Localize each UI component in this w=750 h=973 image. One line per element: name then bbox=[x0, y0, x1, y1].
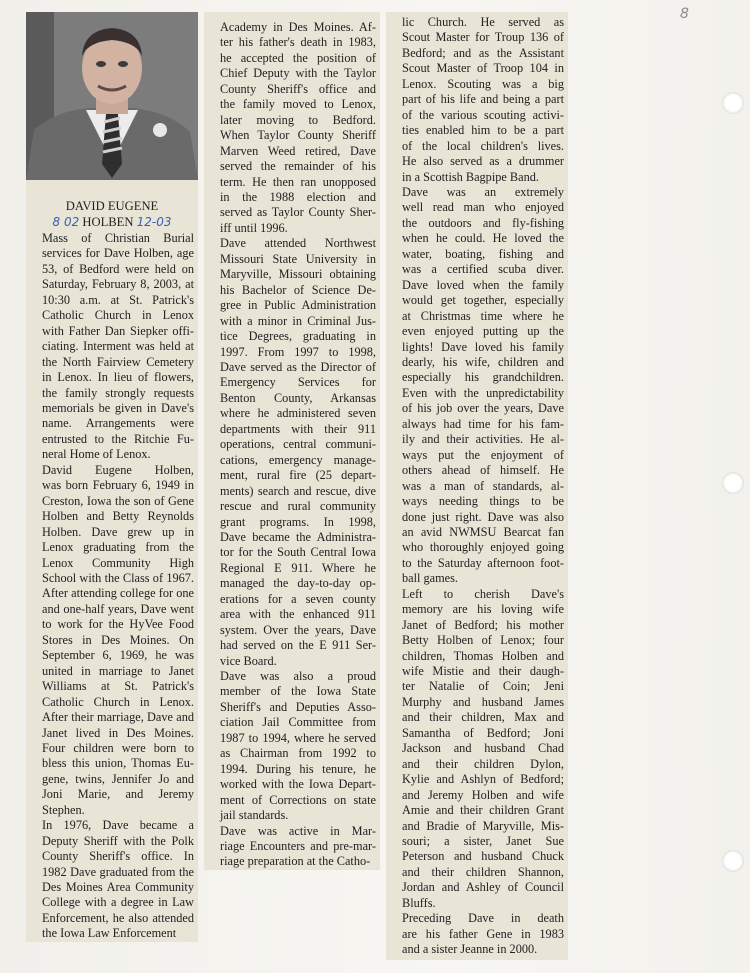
text-line: ment of Corrections on state bbox=[220, 792, 376, 807]
text-line: the North Fairview Cemetery bbox=[42, 354, 194, 369]
text-line: 10:30 a.m. at St. Patrick's bbox=[42, 292, 194, 307]
binder-hole-top bbox=[722, 92, 744, 114]
paragraph bbox=[26, 231, 198, 463]
clipping-column-2 bbox=[204, 12, 380, 870]
paragraph bbox=[204, 824, 380, 870]
binder-hole-bottom bbox=[722, 850, 744, 872]
text-line: others ahead of himself. He bbox=[402, 463, 564, 478]
text-line: worked with the Iowa Depart- bbox=[220, 777, 376, 792]
text-line: Dave became the Administra- bbox=[220, 529, 376, 544]
text-line: Creston, Iowa the son of Gene bbox=[42, 493, 194, 508]
text-line: the family moved to Lenox, bbox=[220, 97, 376, 112]
corner-handwritten-mark: 8 bbox=[680, 6, 689, 22]
deceased-name-line-2 bbox=[26, 214, 198, 230]
text-line: grant programs. In 1998, bbox=[220, 514, 376, 529]
text-line: School with the Class of 1967. bbox=[42, 570, 194, 585]
text-line: wife Mistie and their daugh- bbox=[402, 664, 564, 679]
text-line: Stephen. bbox=[42, 802, 85, 817]
portrait-illustration bbox=[26, 12, 198, 180]
text-line: entrusted to the Ritchie Fu- bbox=[42, 431, 194, 446]
text-line: and their children Dylon, bbox=[402, 756, 564, 771]
text-line: Peterson and husband Chuck bbox=[402, 849, 564, 864]
text-line: united in marriage to Janet bbox=[42, 663, 194, 678]
text-line: are his father Gene in 1983 bbox=[402, 926, 564, 941]
text-line: Joni Marie, and Jeremy bbox=[42, 787, 194, 802]
text-line: Sheriff's and Deputies Asso- bbox=[220, 699, 376, 714]
text-line: of his job over the years, Dave bbox=[402, 401, 564, 416]
text-line: Catholic Church in Lenox. bbox=[42, 694, 194, 709]
text-line: Jordan and Ashley of Council bbox=[402, 880, 564, 895]
text-line: Samantha of Bedford; Joni bbox=[402, 725, 564, 740]
text-line: Scout Master of Troop 104 in bbox=[402, 61, 564, 76]
text-line: tice Degrees, graduating in bbox=[220, 329, 376, 344]
text-line: Marven Weed retired, Dave bbox=[220, 143, 376, 158]
text-line: Chief Deputy with the Taylor bbox=[220, 66, 376, 81]
text-line: 1987 to 1994, where he served bbox=[220, 730, 376, 745]
text-line: Janet of Bedford; his mother bbox=[402, 617, 564, 632]
text-line: ter his father's death in 1983, bbox=[220, 35, 376, 50]
text-line: College with a degree in Law bbox=[42, 895, 194, 910]
text-line: who thoroughly enjoyed going bbox=[402, 540, 564, 555]
paragraph bbox=[386, 587, 568, 912]
text-line: memory are his loving wife bbox=[402, 602, 564, 617]
text-line: Stores in Des Moines. On bbox=[42, 632, 194, 647]
text-line: Maryville, Missouri obtaining bbox=[220, 267, 376, 282]
text-line: ciating. Interment was held at bbox=[42, 339, 194, 354]
text-line: served the remainder of his bbox=[220, 159, 376, 174]
text-line: Four children were born to bbox=[42, 740, 194, 755]
text-line: neral Home of Lenox. bbox=[42, 447, 151, 462]
text-line: After their marriage, Dave and bbox=[42, 710, 194, 725]
text-line: Deputy Sheriff with the Polk bbox=[42, 833, 194, 848]
text-line: Betty Holben of Lenox; four bbox=[402, 633, 564, 648]
text-line: ball games. bbox=[402, 571, 459, 586]
text-line: 1994. During his tenure, he bbox=[220, 761, 376, 776]
text-line: Saturday, February 8, 2003, at bbox=[42, 277, 194, 292]
text-line: part of his life and being a part bbox=[402, 92, 564, 107]
text-line: David Eugene Holben, bbox=[42, 462, 194, 477]
text-line: where he administered seven bbox=[220, 406, 376, 421]
text-line: ment, rural fire (25 depart- bbox=[220, 468, 376, 483]
text-line: even enjoyed putting up the bbox=[402, 324, 564, 339]
text-line: gene, twins, Jennifer Jo and bbox=[42, 771, 194, 786]
clipping-column-3 bbox=[386, 12, 568, 960]
text-line: Regional E 911. Where he bbox=[220, 560, 376, 575]
text-line: served as Taylor County Sher- bbox=[220, 205, 376, 220]
column-2-text bbox=[204, 12, 380, 870]
handwritten-annotation-right: 12-03 bbox=[136, 215, 172, 229]
text-line: with Father Dan Siepker offi- bbox=[42, 323, 194, 338]
text-line: area with the enhanced 911 bbox=[220, 607, 376, 622]
text-line: Scout Master for Troup 136 of bbox=[402, 30, 564, 45]
text-line: lights! Dave loved his family bbox=[402, 339, 564, 354]
text-line: Williams at St. Patrick's bbox=[42, 679, 194, 694]
text-line: was born February 6, 1949 in bbox=[42, 478, 194, 493]
text-line: later moving to Bedford. bbox=[220, 112, 376, 127]
text-line: always had time for his fam- bbox=[402, 416, 564, 431]
text-line: Kylie and Ashlyn of Bedford; bbox=[402, 772, 564, 787]
text-line: 1982 Dave graduated from the bbox=[42, 864, 194, 879]
text-line: especially his grandchildren. bbox=[402, 370, 564, 385]
text-line: Preceding Dave in death bbox=[402, 911, 564, 926]
text-line: ily and their activities. He al- bbox=[402, 432, 564, 447]
text-line: and Bradie of Maryville, Mis- bbox=[402, 818, 564, 833]
text-line: Dave loved when the family bbox=[402, 277, 564, 292]
text-line: water, boating, fishing and bbox=[402, 246, 564, 261]
text-line: He also served as a drummer bbox=[402, 154, 564, 169]
text-line: Amie and their children Grant bbox=[402, 803, 564, 818]
text-line: the outdoors and fly-fishing bbox=[402, 215, 564, 230]
text-line: well read man who enjoyed bbox=[402, 200, 564, 215]
text-line: of the various scouting activi- bbox=[402, 107, 564, 122]
text-line: Dave was active in Mar- bbox=[220, 823, 376, 838]
paragraph bbox=[386, 185, 568, 587]
text-line: Dave was also a proud bbox=[220, 669, 376, 684]
text-line: in the 1988 election and bbox=[220, 189, 376, 204]
text-line: 1997. From 1997 to 1998, bbox=[220, 344, 376, 359]
text-line: services for Dave Holben, age bbox=[42, 246, 194, 261]
text-line: he accepted the position of bbox=[220, 50, 376, 65]
text-line: When Taylor County Sheriff bbox=[220, 128, 376, 143]
text-line: Holben and Betty Reynolds bbox=[42, 509, 194, 524]
text-line: Academy in Des Moines. Af- bbox=[220, 20, 376, 34]
text-line: vice Board. bbox=[220, 653, 277, 668]
text-line: Jackson and husband Chad bbox=[402, 741, 564, 756]
text-line: his Bachelor of Science De- bbox=[220, 282, 376, 297]
text-line: riage Encounters and pre-mar- bbox=[220, 839, 376, 854]
text-line: name. Arrangements were bbox=[42, 416, 194, 431]
text-line: term. He then ran unopposed bbox=[220, 174, 376, 189]
text-line: lic Church. He served as bbox=[402, 15, 564, 29]
text-line: iff until 1996. bbox=[220, 220, 288, 235]
text-line: gree in Public Administration bbox=[220, 298, 376, 313]
text-line: souri; a sister, Janet Sue bbox=[402, 834, 564, 849]
text-line: the family strongly requests bbox=[42, 385, 194, 400]
text-line: Dave attended Northwest bbox=[220, 236, 376, 251]
text-line: cations, emergency manage- bbox=[220, 452, 376, 467]
text-line: Lenox graduating from the bbox=[42, 540, 194, 555]
text-line: of the local children's lives. bbox=[402, 138, 564, 153]
text-line: done just right. Dave was also bbox=[402, 509, 564, 524]
text-line: Left to cherish Dave's bbox=[402, 586, 564, 601]
handwritten-annotation-left: 8 02 bbox=[52, 215, 80, 229]
text-line: was a man of standards, al- bbox=[402, 478, 564, 493]
text-line: In 1976, Dave became a bbox=[42, 818, 194, 833]
text-line: operations, central communi- bbox=[220, 437, 376, 452]
text-line: rescue and rural community bbox=[220, 499, 376, 514]
text-line: to the Saturday afternoon foot- bbox=[402, 555, 564, 570]
text-line: County Sheriff's office. In bbox=[42, 849, 194, 864]
text-line: Dave served as the Director of bbox=[220, 359, 376, 374]
text-line: Dave was an extremely bbox=[402, 184, 564, 199]
text-line: ties enabled him to be a part bbox=[402, 123, 564, 138]
text-line: ways put the enjoyment of bbox=[402, 447, 564, 462]
text-line: ments) search and rescue, dive bbox=[220, 483, 376, 498]
text-line: and their children Shannon, bbox=[402, 864, 564, 879]
binder-hole-middle bbox=[722, 472, 744, 494]
text-line: with a minor in Criminal Jus- bbox=[220, 313, 376, 328]
text-line: and one-half years, Dave went bbox=[42, 601, 194, 616]
text-line: would get together, especially bbox=[402, 293, 564, 308]
text-line: riage preparation at the Catho- bbox=[220, 854, 371, 869]
text-line: had served on the E 911 Ser- bbox=[220, 638, 376, 653]
text-line: County Sheriff's office and bbox=[220, 81, 376, 96]
text-line: memorials be given in Dave's bbox=[42, 400, 194, 415]
text-line: to work for the HyVee Food bbox=[42, 617, 194, 632]
text-line: departments with their 911 bbox=[220, 421, 376, 436]
text-line: tor for the South Central Iowa bbox=[220, 545, 376, 560]
text-line: ciation Jail Committee from bbox=[220, 715, 376, 730]
text-line: jail standards. bbox=[220, 808, 289, 823]
paragraph bbox=[26, 463, 198, 818]
text-line: system. Over the years, Dave bbox=[220, 622, 376, 637]
text-line: Lenox Community High bbox=[42, 555, 194, 570]
text-line: Bluffs. bbox=[402, 895, 436, 910]
paragraph bbox=[386, 911, 568, 957]
column-3-text bbox=[386, 12, 568, 958]
text-line: Benton County, Arkansas bbox=[220, 390, 376, 405]
column-1-text bbox=[26, 230, 198, 942]
text-line: as Chairman from 1992 to bbox=[220, 746, 376, 761]
paragraph bbox=[26, 818, 198, 942]
text-line: Holben. Dave grew up in bbox=[42, 524, 194, 539]
text-line: in a Scottish Bagpipe Band. bbox=[402, 169, 539, 184]
text-line: member of the Iowa State bbox=[220, 684, 376, 699]
text-line: Missouri State University in bbox=[220, 251, 376, 266]
text-line: Catholic Church in Lenox bbox=[42, 308, 194, 323]
surname-text: HOLBEN bbox=[82, 215, 134, 229]
text-line: Janet lived in Des Moines. bbox=[42, 725, 194, 740]
text-line: dearly, his wife, children and bbox=[402, 354, 564, 369]
paragraph bbox=[204, 669, 380, 824]
paragraph bbox=[204, 236, 380, 669]
text-line: Lenox. Scouting was a big bbox=[402, 76, 564, 91]
text-line: Mass of Christian Burial bbox=[42, 231, 194, 245]
text-line: Emergency Services for bbox=[220, 375, 376, 390]
text-line: 53, of Bedford were held on bbox=[42, 261, 194, 276]
text-line: and their children, Max and bbox=[402, 710, 564, 725]
clipping-column-1 bbox=[26, 12, 198, 942]
text-line: Des Moines Area Community bbox=[42, 880, 194, 895]
text-line: children, Thomas Holben and bbox=[402, 648, 564, 663]
text-line: Murphy and husband James bbox=[402, 694, 564, 709]
text-line: and a sister Jeanne in 2000. bbox=[402, 942, 538, 957]
deceased-name-line-1: DAVID EUGENE bbox=[65, 199, 159, 213]
text-line: Bedford; and as the Assistant bbox=[402, 45, 564, 60]
text-line: at Christmas time where he bbox=[402, 308, 564, 323]
text-line: erations for a seven county bbox=[220, 591, 376, 606]
paragraph bbox=[386, 15, 568, 185]
text-line: managed the day-to-day op- bbox=[220, 576, 376, 591]
text-line: Even with the unpredictability bbox=[402, 385, 564, 400]
text-line: Enforcement, he also attended bbox=[42, 910, 194, 925]
text-line: ter Natalie of Coin; Jeni bbox=[402, 679, 564, 694]
text-line: an avid NWMSU Bearcat fan bbox=[402, 524, 564, 539]
text-line: September 6, 1969, he was bbox=[42, 648, 194, 663]
text-line: ways needing things to be bbox=[402, 494, 564, 509]
text-line: was a certified scuba diver. bbox=[402, 262, 564, 277]
text-line: the Iowa Law Enforcement bbox=[42, 926, 177, 941]
portrait-photo bbox=[26, 12, 198, 180]
text-line: After attending college for one bbox=[42, 586, 194, 601]
text-line: in Lenox. In lieu of flowers, bbox=[42, 370, 194, 385]
text-line: and Jeremy Holben and wife bbox=[402, 787, 564, 802]
paragraph bbox=[204, 20, 380, 236]
text-line: when he could. He loved the bbox=[402, 231, 564, 246]
text-line: bless this union, Thomas Eu- bbox=[42, 756, 194, 771]
